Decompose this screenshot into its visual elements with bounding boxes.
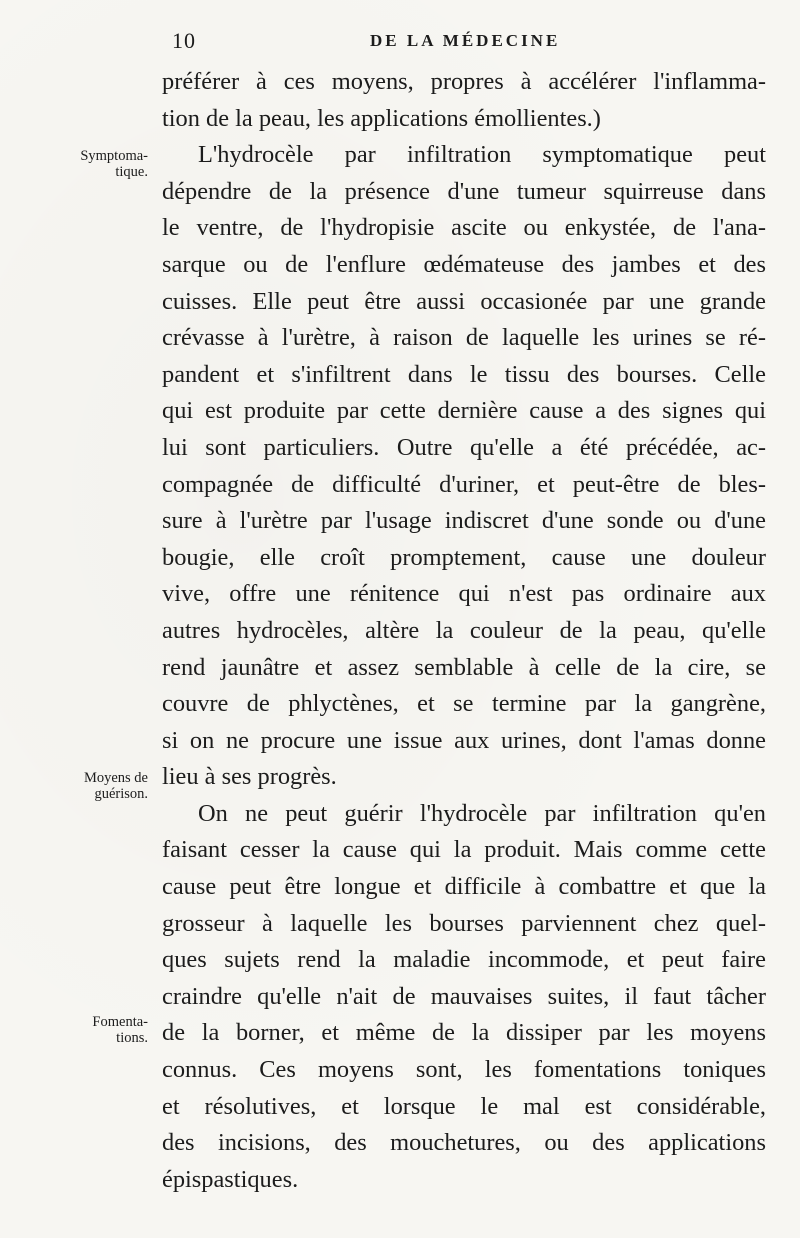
running-title: DE LA MÉDECINE — [370, 31, 561, 50]
text-line: couvre de phlyctènes, et se termine par la gangrène, — [162, 690, 766, 718]
text-line: tion de la peau, les applications émollientes.) — [162, 104, 601, 132]
text-line: compagnée de difficulté d'uriner, et peut-être de bles- — [162, 470, 766, 498]
paragraph-start-line: L'hydrocèle par infiltration symptomatique peut — [198, 141, 766, 169]
page-number: 10 — [172, 28, 196, 53]
margin-note-line: Fomenta- — [92, 1014, 148, 1030]
margin-note-symptomatique — [38, 148, 148, 180]
text-line: faisant cesser la cause qui la produit. Mais comme cette — [162, 836, 766, 864]
text-line: crévasse à l'urètre, à raison de laquelle les urines se ré- — [162, 324, 766, 352]
page-header — [172, 28, 772, 58]
text-line: autres hydrocèles, altère la couleur de la peau, qu'elle — [162, 616, 766, 644]
text-line: des incisions, des mouchetures, ou des applications — [162, 1129, 766, 1157]
text-line: lieu à ses progrès. — [162, 763, 337, 791]
text-line: bougie, elle croît promptement, cause une douleur — [162, 543, 766, 571]
body-text — [162, 64, 766, 1198]
margin-note-fomentations — [38, 1014, 148, 1046]
text-line: cuisses. Elle peut être aussi occasionée par une grande — [162, 287, 766, 315]
margin-note-line: Symptoma- — [80, 148, 148, 164]
margin-note-moyens-de-guerison — [38, 770, 148, 802]
text-line: lui sont particuliers. Outre qu'elle a été précédée, ac- — [162, 433, 766, 461]
text-line: le ventre, de l'hydropisie ascite ou enkystée, de l'ana- — [162, 214, 766, 242]
text-line: ques sujets rend la maladie incommode, et peut faire — [162, 946, 766, 974]
text-line: de la borner, et même de la dissiper par les moyens — [162, 1019, 766, 1047]
text-line: qui est produite par cette dernière cause a des signes qui — [162, 397, 766, 425]
text-line: sure à l'urètre par l'usage indiscret d'une sonde ou d'une — [162, 507, 766, 535]
text-line: pandent et s'infiltrent dans le tissu des bourses. Celle — [162, 360, 766, 388]
text-line: craindre qu'elle n'ait de mauvaises suites, il faut tâcher — [162, 982, 766, 1010]
paragraph-start-line: On ne peut guérir l'hydrocèle par infiltration qu'en — [198, 799, 766, 827]
margin-note-line: tique. — [115, 164, 148, 180]
text-line: grosseur à laquelle les bourses parviennent chez quel- — [162, 909, 766, 937]
text-line: rend jaunâtre et assez semblable à celle de la cire, se — [162, 653, 766, 681]
text-line: vive, offre une rénitence qui n'est pas ordinaire aux — [162, 580, 766, 608]
margin-note-line: tions. — [116, 1030, 148, 1046]
text-line: dépendre de la présence d'une tumeur squirreuse dans — [162, 177, 766, 205]
text-line: si on ne procure une issue aux urines, dont l'amas donne — [162, 726, 766, 754]
text-line: connus. Ces moyens sont, les fomentations toniques — [162, 1056, 766, 1084]
text-line: et résolutives, et lorsque le mal est considérable, — [162, 1092, 766, 1120]
margin-note-line: guérison. — [94, 786, 148, 802]
margin-note-line: Moyens de — [83, 770, 148, 786]
text-line: cause peut être longue et difficile à combattre et que la — [162, 873, 766, 901]
text-line: sarque ou de l'enflure œdémateuse des jambes et des — [162, 250, 766, 278]
text-line: épispastiques. — [162, 1165, 299, 1193]
text-line: préférer à ces moyens, propres à accélérer l'inflamma- — [162, 68, 766, 95]
